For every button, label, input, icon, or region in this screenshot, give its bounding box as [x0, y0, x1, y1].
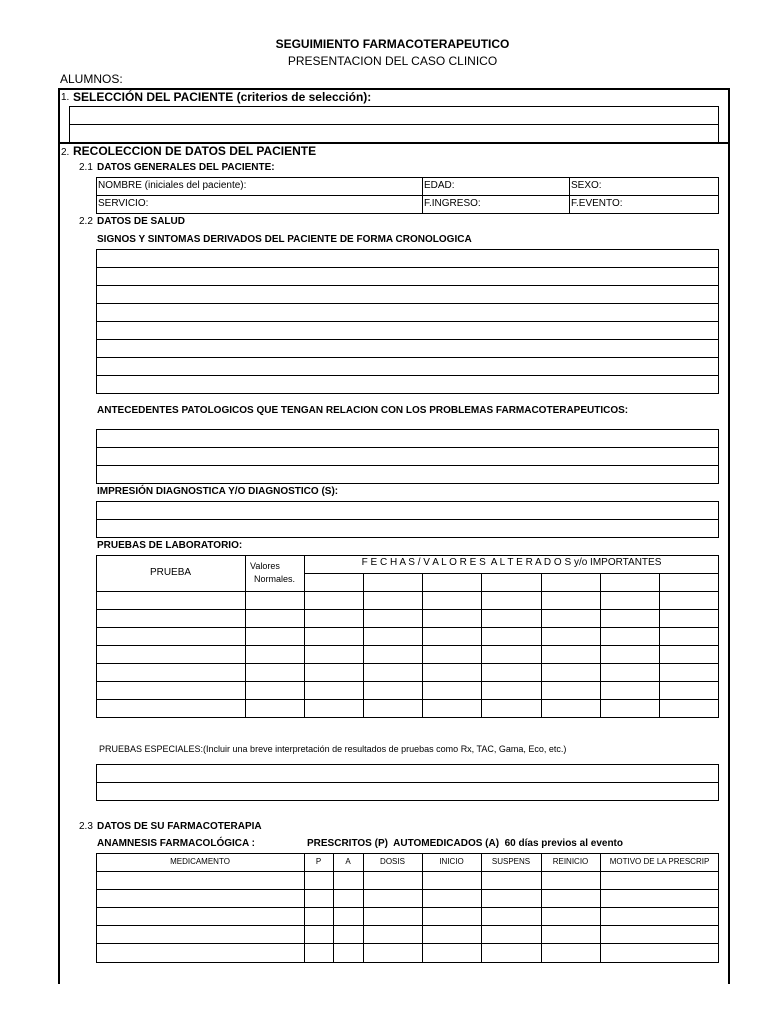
- med-col-line: [541, 853, 542, 963]
- med-header-dosis: DOSIS: [380, 857, 405, 866]
- s21-number: 2.1: [79, 162, 93, 173]
- s22-title: DATOS DE SALUD: [97, 216, 185, 227]
- med-col-line: [481, 853, 482, 963]
- med-row-line: [96, 871, 719, 872]
- medication-table[interactable]: [96, 853, 719, 963]
- signos-row-line: [96, 339, 719, 340]
- med-header-inicio: INICIO: [439, 857, 464, 866]
- lab-header-fechas: F E C H A S / V A L O R E S A L T E R A D O S y/o IMPORTANTES: [361, 557, 662, 568]
- general-col-line: [422, 177, 423, 214]
- anamnesis-label: ANAMNESIS FARMACOLÓGICA :: [97, 838, 255, 849]
- frame-left: [58, 88, 60, 984]
- med-col-line: [422, 853, 423, 963]
- alumnos-label: ALUMNOS:: [60, 72, 123, 86]
- lab-header-normales: Normales.: [254, 574, 296, 584]
- form-subtitle: PRESENTACION DEL CASO CLINICO: [287, 54, 498, 68]
- especiales-row-line: [96, 782, 719, 783]
- s23-title: DATOS DE SU FARMACOTERAPIA: [97, 821, 262, 832]
- signos-row-line: [96, 267, 719, 268]
- lab-row-line: [304, 573, 719, 574]
- antecedentes-heading: ANTECEDENTES PATOLOGICOS QUE TENGAN RELACION CON LOS PROBLEMAS FARMACOTERAPEUTICOS:: [97, 405, 629, 416]
- general-col-line: [569, 177, 570, 214]
- section1-title: SELECCIÓN DEL PACIENTE (criterios de selección):: [73, 90, 372, 104]
- general-row-line: [96, 195, 719, 196]
- servicio-field[interactable]: SERVICIO:: [98, 198, 149, 209]
- lab-row-line: [96, 609, 719, 610]
- edad-field[interactable]: EDAD:: [424, 180, 455, 191]
- section2-title: RECOLECCION DE DATOS DEL PACIENTE: [73, 144, 317, 158]
- s23-number: 2.3: [79, 821, 93, 832]
- med-header-motivo: MOTIVO DE LA PRESCRIP: [609, 857, 710, 866]
- frame-right: [728, 88, 730, 984]
- lab-row-line: [96, 591, 719, 592]
- section1-line: [69, 124, 719, 125]
- med-header-medicamento: MEDICAMENTO: [170, 857, 230, 866]
- med-header-p: P: [315, 857, 322, 866]
- anamnesis-detail: PRESCRITOS (P) AUTOMEDICADOS (A) 60 días previos al evento: [307, 838, 623, 849]
- evento-field[interactable]: F.EVENTO:: [571, 198, 623, 209]
- lab-col-line: [304, 555, 305, 718]
- lab-row-line: [96, 699, 719, 700]
- signos-row-line: [96, 321, 719, 322]
- ingreso-field[interactable]: F.INGRESO:: [424, 198, 481, 209]
- lab-row-line: [96, 663, 719, 664]
- med-header-suspens: SUSPENS: [491, 857, 531, 866]
- nombre-field[interactable]: NOMBRE (iniciales del paciente):: [98, 180, 247, 191]
- med-header-a: A: [345, 857, 351, 866]
- signos-row-line: [96, 285, 719, 286]
- med-header-reinicio: REINICIO: [552, 857, 589, 866]
- med-row-line: [96, 907, 719, 908]
- lab-row-line: [96, 645, 719, 646]
- lab-header-prueba: PRUEBA: [149, 567, 192, 578]
- form-title: SEGUIMIENTO FARMACOTERAPEUTICO: [275, 37, 510, 51]
- lab-heading: PRUEBAS DE LABORATORIO:: [97, 540, 243, 551]
- sexo-field[interactable]: SEXO:: [571, 180, 602, 191]
- signos-row-line: [96, 303, 719, 304]
- antecedentes-row-line: [96, 465, 719, 466]
- lab-col-line: [245, 555, 246, 718]
- med-row-line: [96, 889, 719, 890]
- signos-heading: SIGNOS Y SINTOMAS DERIVADOS DEL PACIENTE DE FORMA CRONOLOGICA: [97, 234, 472, 245]
- especiales-heading: PRUEBAS ESPECIALES:(Incluir una breve interpretación de resultados de pruebas como Rx, TAC, Gama, Eco, etc.): [99, 744, 567, 754]
- med-col-line: [600, 853, 601, 963]
- section2-number: 2.: [61, 147, 70, 158]
- section1-number: 1.: [61, 92, 70, 103]
- lab-row-line: [96, 627, 719, 628]
- med-col-line: [304, 853, 305, 963]
- s22-number: 2.2: [79, 216, 93, 227]
- med-row-line: [96, 943, 719, 944]
- lab-row-line: [96, 681, 719, 682]
- signos-row-line: [96, 375, 719, 376]
- impresion-heading: IMPRESIÓN DIAGNOSTICA Y/O DIAGNOSTICO (S):: [97, 486, 339, 497]
- lab-header-valores: Valores: [250, 561, 280, 571]
- med-col-line: [363, 853, 364, 963]
- med-row-line: [96, 925, 719, 926]
- impresion-row-line: [96, 519, 719, 520]
- lab-table[interactable]: [96, 555, 719, 718]
- signos-row-line: [96, 357, 719, 358]
- antecedentes-table[interactable]: [96, 429, 719, 484]
- s21-title: DATOS GENERALES DEL PACIENTE:: [97, 162, 275, 173]
- med-col-line: [333, 853, 334, 963]
- antecedentes-row-line: [96, 447, 719, 448]
